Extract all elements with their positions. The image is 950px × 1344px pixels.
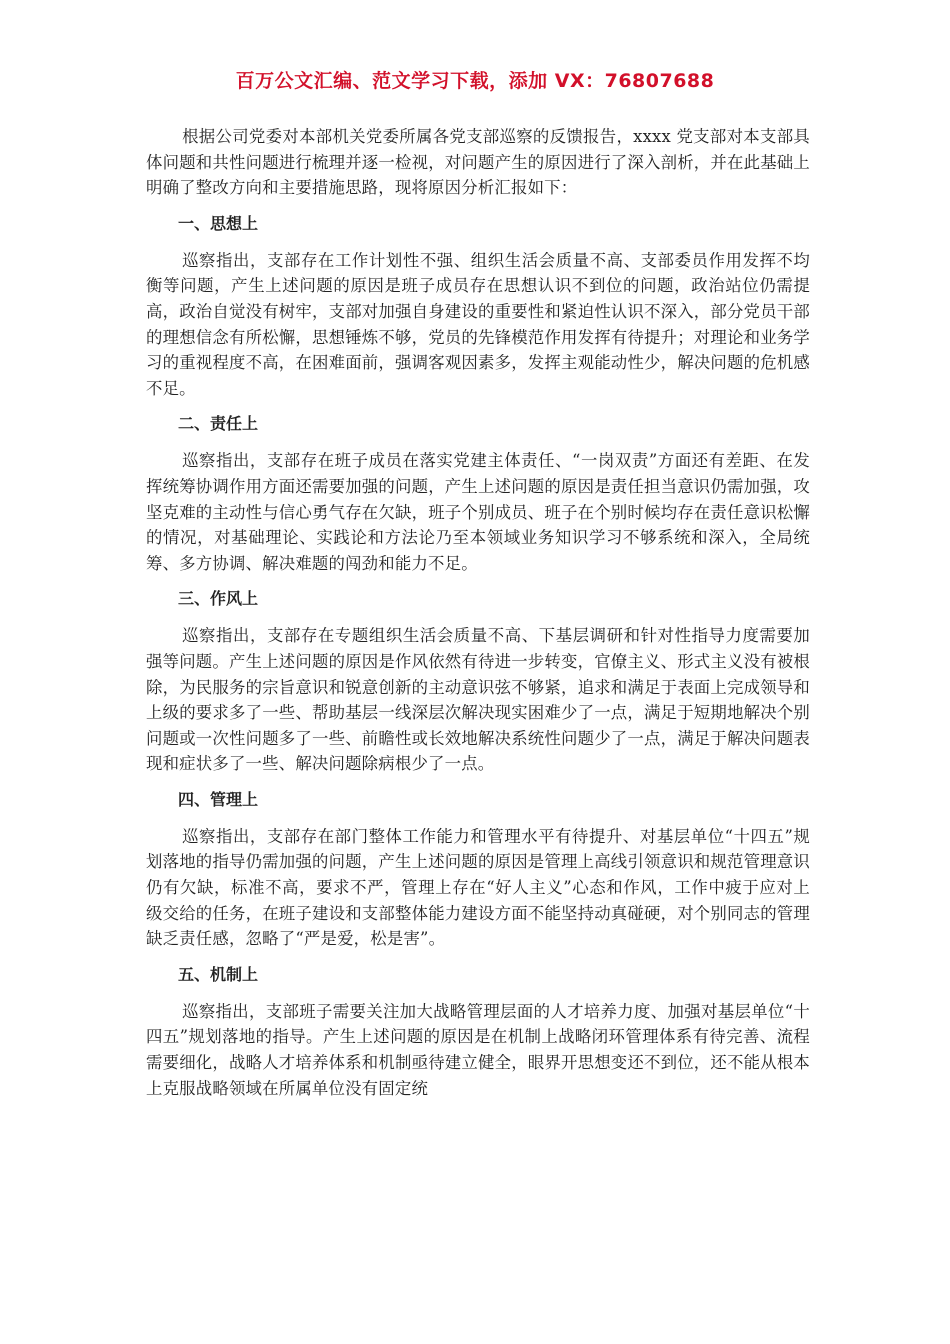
section-paragraph: 巡察指出，支部存在专题组织生活会质量不高、下基层调研和针对性指导力度需要加强等问题。产生上述问题的原因是作风依然有待进一步转变，官僚主义、形式主义没有被根除，为民服务的宗旨意识和锐意创新的主动意识弦不够紧，追求和满足于表面上完成领导和上级的要求多了一些、帮助基层一线深层次解决现实困难少了一点，满足于短期地解决个别问题或一次性问题多了一些、前瞻性或长效地解决系统性问题少了一点，满足于解决问题表现和症状多了一些、解决问题除病根少了一点。	[146, 626, 810, 774]
section-heading: 五、机制上	[178, 964, 259, 984]
section-mechanism	[146, 963, 810, 1101]
section-paragraph: 巡察指出，支部存在班子成员在落实党建主体责任、“一岗双责”方面还有差距、在发挥统筹协调作用方面还需要加强的问题，产生上述问题的原因是责任担当意识仍需加强，攻坚克难的主动性与信心勇气存在欠缺，班子个别成员、班子在个别时候均存在责任意识松懈的情况，对基础理论、实践论和方法论乃至本领域业务知识学习不够系统和深入，全局统筹、多方协调、解决难题的闯劲和能力不足。	[146, 451, 810, 573]
watermark-banner: 百万公文汇编、范文学习下载，添加 VX：76807688	[235, 70, 715, 92]
section-heading: 一、思想上	[178, 213, 259, 233]
document-body	[146, 124, 810, 1101]
section-heading: 三、作风上	[178, 589, 259, 609]
section-heading: 四、管理上	[178, 789, 259, 809]
section-management	[146, 788, 810, 952]
section-paragraph: 巡察指出，支部存在工作计划性不强、组织生活会质量不高、支部委员作用发挥不均衡等问题，产生上述问题的原因是班子成员存在思想认识不到位的问题，政治站位仍需提高，政治自觉没有树牢，支部对加强自身建设的重要性和紧迫性认识不深入，部分党员干部的理想信念有所松懈，思想锤炼不够，党员的先锋模范作用发挥有待提升；对理论和业务学习的重视程度不高，在困难面前，强调客观因素多，发挥主观能动性少，解决问题的危机感不足。	[146, 250, 810, 398]
section-thought	[146, 212, 810, 402]
section-responsibility	[146, 412, 810, 576]
section-heading: 二、责任上	[178, 414, 259, 434]
section-work-style	[146, 587, 810, 777]
section-paragraph: 巡察指出，支部存在部门整体工作能力和管理水平有待提升、对基层单位“十四五”规划落地的指导仍需加强的问题，产生上述问题的原因是管理上高线引领意识和规范管理意识仍有欠缺，标准不高，要求不严，管理上存在“好人主义”心态和作风，工作中疲于应对上级交给的任务，在班子建设和支部整体能力建设方面不能坚持动真碰硬，对个别同志的管理缺乏责任感，忽略了“严是爱，松是害”。	[146, 826, 810, 949]
section-paragraph: 巡察指出，支部班子需要关注加大战略管理层面的人才培养力度、加强对基层单位“十四五”规划落地的指导。产生上述问题的原因是在机制上战略闭环管理体系有待完善、流程需要细化，战略人才培养体系和机制亟待建立健全，眼界开思想变还不到位，还不能从根本上克服战略领域在所属单位没有固定统	[146, 1001, 810, 1098]
intro-paragraph: 根据公司党委对本部机关党委所属各党支部巡察的反馈报告，xxxx 党支部对本支部具体问题和共性问题进行梳理并逐一检视，对问题产生的原因进行了深入剖析，并在此基础上明确了整改方向和主要措施思路，现将原因分析汇报如下：	[146, 127, 810, 198]
